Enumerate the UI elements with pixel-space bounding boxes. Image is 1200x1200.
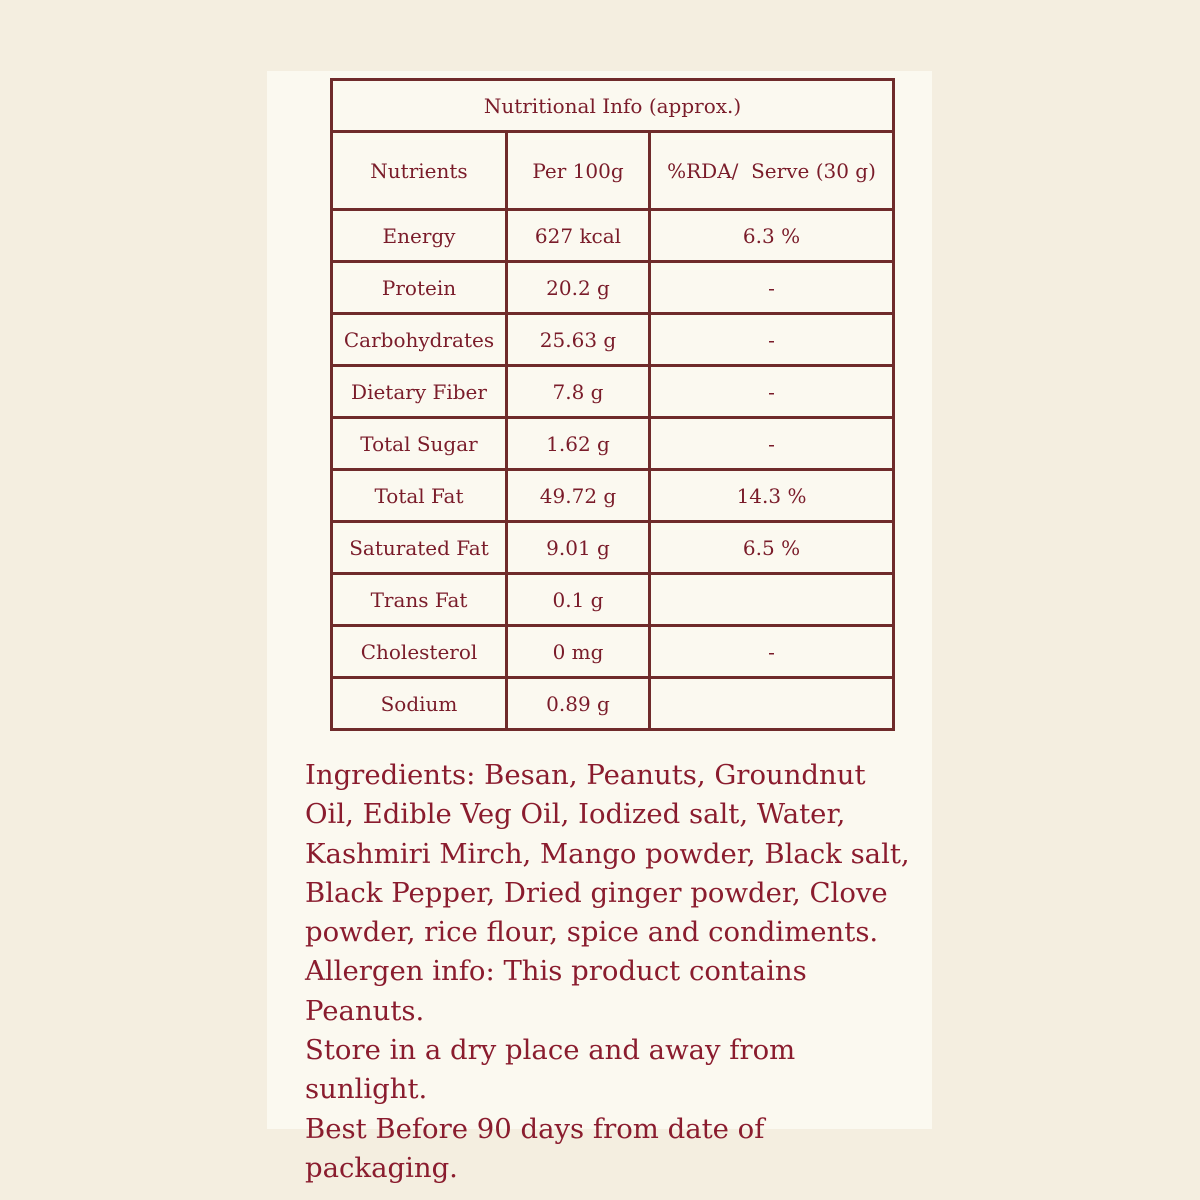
nutrient-per-100g: 0.1 g xyxy=(507,574,650,626)
nutrient-name: Total Fat xyxy=(332,470,507,522)
table-row xyxy=(332,366,894,418)
nutrient-per-100g: 20.2 g xyxy=(507,262,650,314)
table-row xyxy=(332,210,894,262)
table-row xyxy=(332,678,894,730)
nutrient-name: Dietary Fiber xyxy=(332,366,507,418)
nutrient-per-100g: 7.8 g xyxy=(507,366,650,418)
nutrient-rda: 14.3 % xyxy=(650,470,894,522)
nutrient-per-100g: 1.62 g xyxy=(507,418,650,470)
storage-text: Store in a dry place and away from sunlight. xyxy=(305,1034,796,1106)
nutrient-name: Sodium xyxy=(332,678,507,730)
nutrient-rda xyxy=(650,574,894,626)
nutrient-name: Carbohydrates xyxy=(332,314,507,366)
table-row xyxy=(332,626,894,678)
table-row xyxy=(332,522,894,574)
table-title: Nutritional Info (approx.) xyxy=(332,80,894,132)
best-before-text: Best Before 90 days from date of packaging. xyxy=(305,1112,765,1184)
nutrient-rda: - xyxy=(650,314,894,366)
nutrient-name: Cholesterol xyxy=(332,626,507,678)
nutrient-per-100g: 627 kcal xyxy=(507,210,650,262)
header-nutrients: Nutrients xyxy=(332,132,507,210)
nutrition-table xyxy=(330,78,895,731)
allergen-text: Allergen info: This product contains Peanuts. xyxy=(305,955,807,1027)
header-rda-serve: %RDA/ Serve (30 g) xyxy=(650,132,894,210)
ingredients-text: Ingredients: Besan, Peanuts, Groundnut Oil, Edible Veg Oil, Iodized salt, Water, Kashmiri Mirch, Mango powder, Black salt, Black Pepper, Dried ginger powder, Clove powder, rice flour, spice and condiments. xyxy=(305,759,910,949)
table-row xyxy=(332,314,894,366)
nutrient-rda: 6.3 % xyxy=(650,210,894,262)
nutrient-per-100g: 49.72 g xyxy=(507,470,650,522)
nutrient-per-100g: 0 mg xyxy=(507,626,650,678)
nutrient-name: Saturated Fat xyxy=(332,522,507,574)
nutrient-name: Trans Fat xyxy=(332,574,507,626)
table-header-row xyxy=(332,132,894,210)
table-row xyxy=(332,262,894,314)
table-row xyxy=(332,418,894,470)
nutrient-per-100g: 0.89 g xyxy=(507,678,650,730)
product-info xyxy=(305,756,915,1188)
nutrient-per-100g: 9.01 g xyxy=(507,522,650,574)
nutrient-per-100g: 25.63 g xyxy=(507,314,650,366)
nutrient-rda: - xyxy=(650,262,894,314)
header-per-100g: Per 100g xyxy=(507,132,650,210)
nutrient-rda: - xyxy=(650,418,894,470)
nutrient-rda xyxy=(650,678,894,730)
table-row xyxy=(332,470,894,522)
nutrient-rda: - xyxy=(650,366,894,418)
nutrient-name: Protein xyxy=(332,262,507,314)
nutrient-name: Total Sugar xyxy=(332,418,507,470)
nutrient-name: Energy xyxy=(332,210,507,262)
nutrient-rda: - xyxy=(650,626,894,678)
table-row xyxy=(332,574,894,626)
nutrient-rda: 6.5 % xyxy=(650,522,894,574)
table-title-row xyxy=(332,80,894,132)
